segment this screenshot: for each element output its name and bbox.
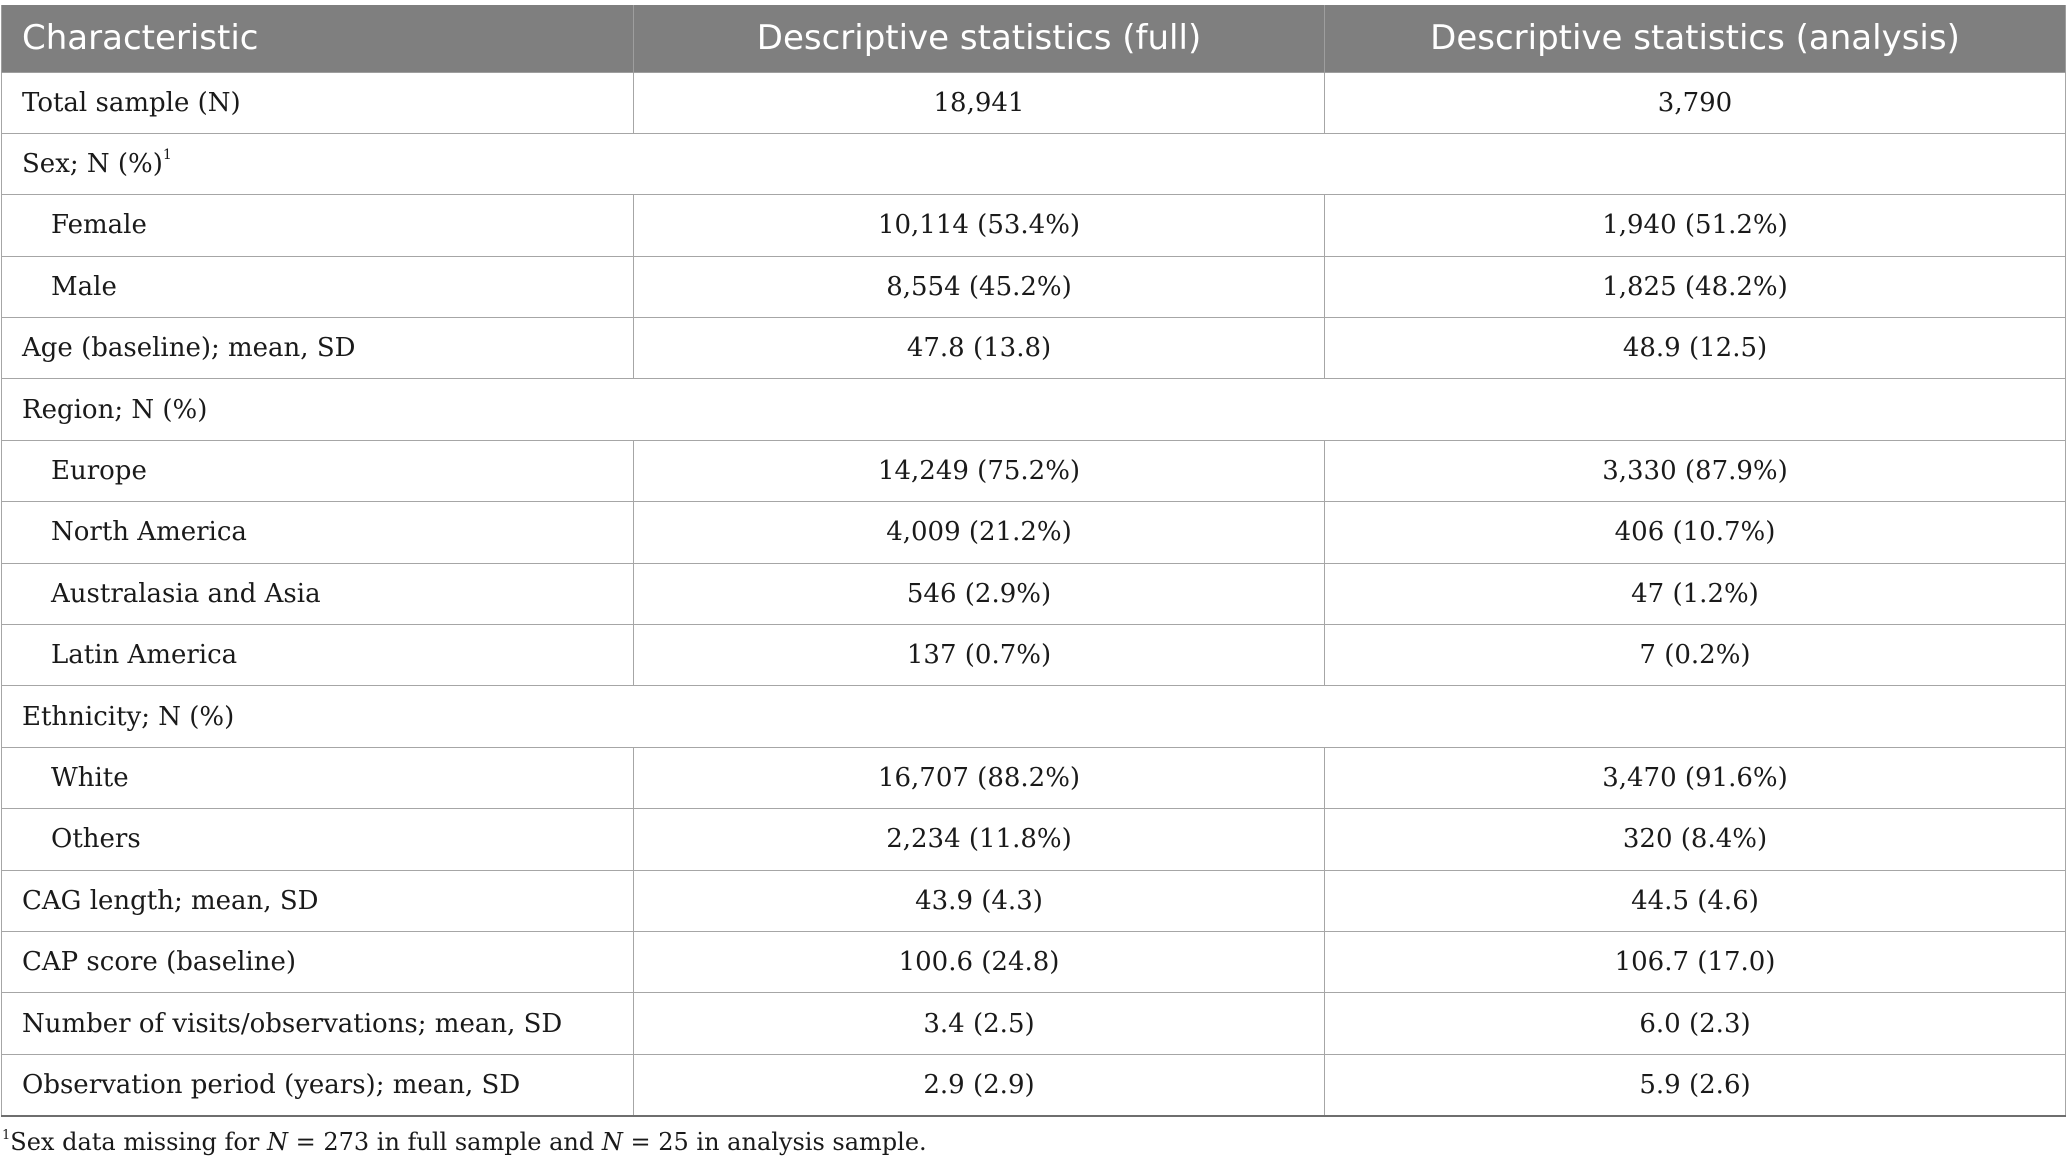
table-footnote [2,1128,927,1156]
table-section-row [2,686,2066,747]
analysis-stat-cell: 3,330 (87.9%) [1325,440,2066,501]
analysis-stat-cell: 5.9 (2.6) [1325,1054,2066,1115]
table-header-row [2,5,2066,72]
table-row [2,563,2066,624]
analysis-stat-cell: 406 (10.7%) [1325,502,2066,563]
row-label-cell [2,379,2066,440]
row-label: Male [51,271,117,302]
row-label-cell [2,931,634,992]
footnote-text-b: = 273 in full sample and [287,1128,602,1156]
full-stat-cell: 43.9 (4.3) [634,870,1325,931]
footnote-n-label-1: N [266,1128,288,1156]
analysis-stat-cell: 3,470 (91.6%) [1325,747,2066,808]
full-stat-cell: 16,707 (88.2%) [634,747,1325,808]
table-row [2,625,2066,686]
full-stat-cell: 137 (0.7%) [634,625,1325,686]
row-label-cell [2,686,2066,747]
full-stat-cell: 100.6 (24.8) [634,931,1325,992]
row-label: Ethnicity; N (%) [22,701,235,732]
row-label: Region; N (%) [22,394,208,425]
table-row [2,502,2066,563]
row-label: Europe [51,456,147,487]
row-label: Others [51,824,141,855]
footnote-text-a: Sex data missing for [10,1128,267,1156]
row-label-cell [2,195,634,256]
analysis-stat-cell: 47 (1.2%) [1325,563,2066,624]
full-stat-cell: 2.9 (2.9) [634,1054,1325,1115]
row-label: CAG length; mean, SD [22,885,319,916]
table-row [2,747,2066,808]
row-label-cell [2,440,634,501]
analysis-stat-cell: 106.7 (17.0) [1325,931,2066,992]
row-label-cell [2,993,634,1054]
full-stat-cell: 4,009 (21.2%) [634,502,1325,563]
table-row [2,72,2066,133]
header-characteristic: Characteristic [2,5,634,72]
full-stat-cell: 10,114 (53.4%) [634,195,1325,256]
row-label: Latin America [51,640,238,671]
full-stat-cell: 18,941 [634,72,1325,133]
table-row [2,993,2066,1054]
row-label: Female [51,210,147,241]
row-label: Observation period (years); mean, SD [22,1069,521,1100]
full-stat-cell: 2,234 (11.8%) [634,809,1325,870]
row-label: North America [51,517,247,548]
full-stat-cell: 14,249 (75.2%) [634,440,1325,501]
header-analysis-stats: Descriptive statistics (analysis) [1325,5,2066,72]
characteristics-table-container [1,5,2065,1117]
full-stat-cell: 8,554 (45.2%) [634,256,1325,317]
row-label: CAP score (baseline) [22,947,296,978]
header-full-stats: Descriptive statistics (full) [634,5,1325,72]
table-section-row [2,379,2066,440]
row-label-cell [2,1054,634,1115]
footnote-ref: 1 [162,147,172,164]
full-stat-cell: 3.4 (2.5) [634,993,1325,1054]
table-body [2,72,2066,1116]
analysis-stat-cell: 1,940 (51.2%) [1325,195,2066,256]
table-row [2,870,2066,931]
table-row [2,931,2066,992]
full-stat-cell: 47.8 (13.8) [634,318,1325,379]
table-row [2,318,2066,379]
row-label: White [51,762,129,793]
footnote-marker: 1 [2,1128,11,1143]
row-label-cell [2,870,634,931]
table-row [2,1054,2066,1115]
row-label-cell [2,72,634,133]
full-stat-cell: 546 (2.9%) [634,563,1325,624]
table-row [2,256,2066,317]
footnote-n-label-2: N [601,1128,623,1156]
table-row [2,440,2066,501]
table-row [2,809,2066,870]
characteristics-table [1,5,2066,1117]
analysis-stat-cell: 48.9 (12.5) [1325,318,2066,379]
row-label-cell [2,133,2066,194]
table-section-row [2,133,2066,194]
row-label-cell [2,256,634,317]
analysis-stat-cell: 320 (8.4%) [1325,809,2066,870]
row-label-cell [2,747,634,808]
row-label: Sex; N (%) [22,149,163,180]
analysis-stat-cell: 7 (0.2%) [1325,625,2066,686]
table-row [2,195,2066,256]
row-label-cell [2,809,634,870]
row-label-cell [2,502,634,563]
row-label-cell [2,625,634,686]
row-label: Number of visits/observations; mean, SD [22,1008,563,1039]
row-label: Total sample (N) [22,87,241,118]
row-label-cell [2,563,634,624]
row-label: Age (baseline); mean, SD [22,333,356,364]
analysis-stat-cell: 1,825 (48.2%) [1325,256,2066,317]
footnote-text-c: = 25 in analysis sample. [622,1128,927,1156]
row-label: Australasia and Asia [51,578,321,609]
analysis-stat-cell: 6.0 (2.3) [1325,993,2066,1054]
analysis-stat-cell: 44.5 (4.6) [1325,870,2066,931]
analysis-stat-cell: 3,790 [1325,72,2066,133]
row-label-cell [2,318,634,379]
